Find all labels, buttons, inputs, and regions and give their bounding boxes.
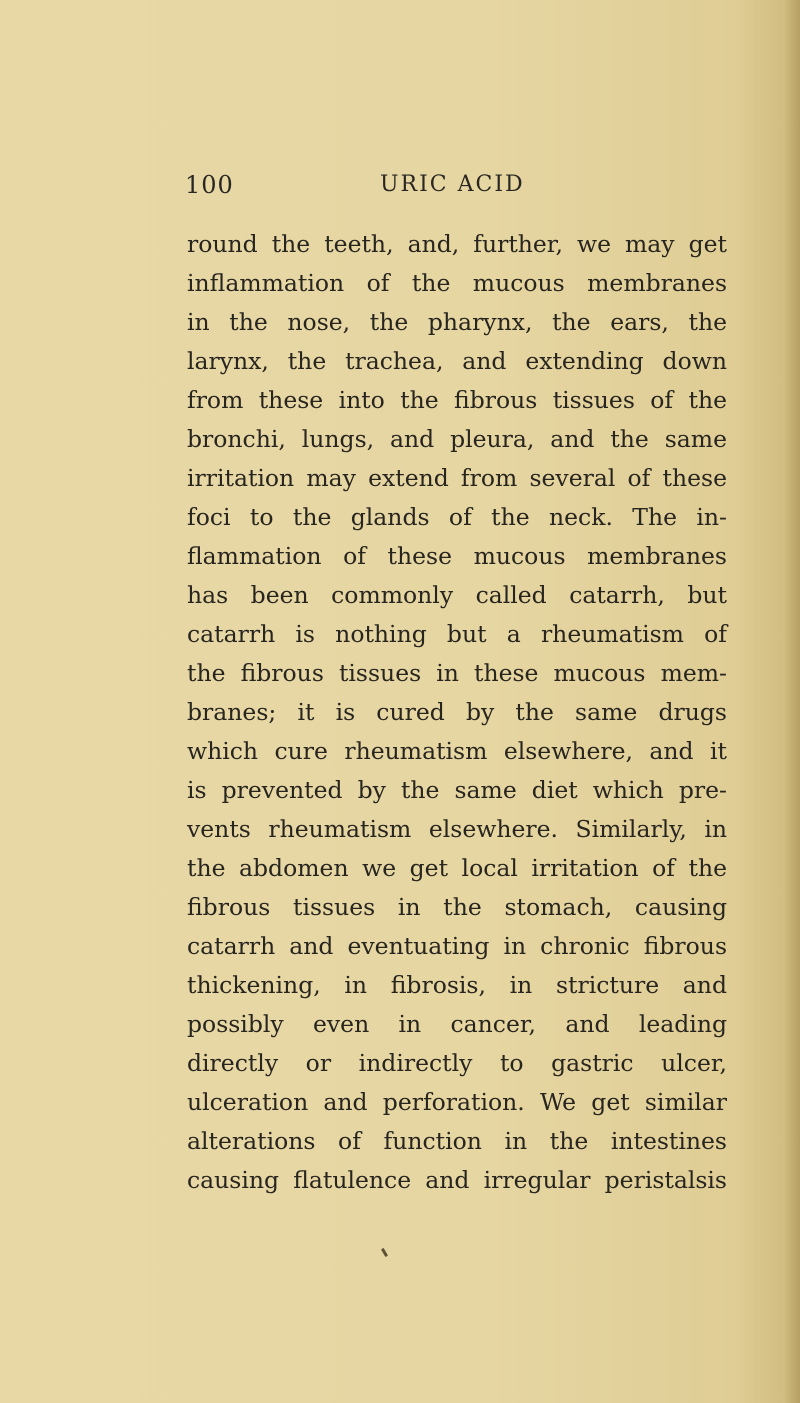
running-head: URIC ACID — [380, 172, 525, 197]
text-line: bronchi, lungs, and pleura, and the same — [187, 425, 727, 453]
text-line: fibrous tissues in the stomach, causing — [187, 893, 727, 921]
text-line: the fibrous tissues in these mucous mem- — [187, 659, 727, 687]
text-line: thickening, in fibrosis, in stricture and — [187, 971, 727, 999]
text-line: foci to the glands of the neck. The in- — [187, 503, 727, 531]
text-line: directly or indirectly to gastric ulcer, — [187, 1049, 727, 1077]
page-number: 100 — [185, 171, 234, 199]
text-line: has been commonly called catarrh, but — [187, 581, 727, 609]
text-line: which cure rheumatism elsewhere, and it — [187, 737, 727, 765]
text-line: vents rheumatism elsewhere. Similarly, in — [187, 815, 727, 843]
text-line: alterations of function in the intestines — [187, 1127, 727, 1155]
text-line: causing flatulence and irregular peristalsis — [187, 1166, 727, 1194]
page-header — [0, 165, 800, 205]
text-line: ulceration and perforation. We get similar — [187, 1088, 727, 1116]
text-line: inflammation of the mucous membranes — [187, 269, 727, 297]
text-line: is prevented by the same diet which pre- — [187, 776, 727, 804]
text-line: flammation of these mucous membranes — [187, 542, 727, 570]
text-line: catarrh and eventuating in chronic fibrous — [187, 932, 727, 960]
paper-speck — [381, 1248, 388, 1257]
page-edge-shadow — [784, 0, 800, 1403]
text-line: from these into the fibrous tissues of the — [187, 386, 727, 414]
text-line: branes; it is cured by the same drugs — [187, 698, 727, 726]
body-text — [187, 225, 727, 1200]
text-line: irritation may extend from several of these — [187, 464, 727, 492]
text-line: the abdomen we get local irritation of the — [187, 854, 727, 882]
text-line: larynx, the trachea, and extending down — [187, 347, 727, 375]
text-line: round the teeth, and, further, we may get — [187, 230, 727, 258]
text-line: in the nose, the pharynx, the ears, the — [187, 308, 727, 336]
text-line: possibly even in cancer, and leading — [187, 1010, 727, 1038]
text-line: catarrh is nothing but a rheumatism of — [187, 620, 727, 648]
